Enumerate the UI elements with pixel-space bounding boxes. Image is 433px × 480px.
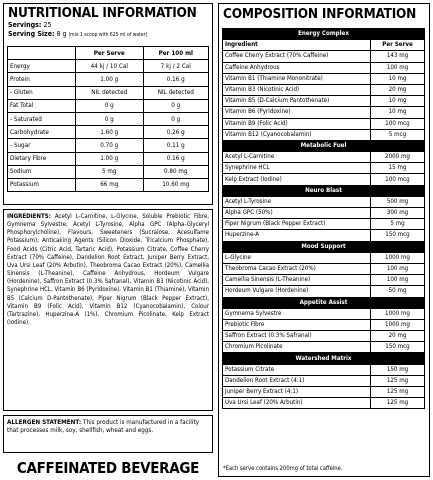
- allergen-text-block: [4, 416, 212, 436]
- ingredient-amount: 150 mg: [371, 364, 425, 375]
- composition-table: [222, 28, 425, 409]
- section-header-row: [223, 353, 425, 364]
- allergen-panel: [3, 415, 213, 453]
- nutrient-value: 0.80 mg: [143, 165, 208, 178]
- ingredient-amount: 20 mg: [371, 84, 425, 95]
- ingredient-amount: 125 mg: [371, 398, 425, 409]
- ingredient-amount: 50 mg: [371, 286, 425, 297]
- nutrient-value: 66 mg: [76, 178, 144, 191]
- serving-size-line: [4, 30, 212, 40]
- ingredient-name: Saffron Extract (0.3% Safranal): [223, 331, 371, 342]
- nutrition-header: [8, 47, 76, 60]
- nutrition-row: [8, 178, 209, 191]
- composition-row: [223, 152, 425, 163]
- composition-row: [223, 398, 425, 409]
- nutrition-title: NUTRITIONAL INFORMATION: [8, 5, 197, 21]
- caffeine-footnote: *Each serve contains 200mg of total caffeine.: [223, 466, 343, 472]
- nutrient-name: Fat Total: [8, 99, 76, 112]
- ingredients-text-block: [4, 210, 212, 327]
- ingredient-amount: 5 mcg: [371, 129, 425, 140]
- nutrition-row: [8, 60, 209, 73]
- composition-row: [223, 252, 425, 263]
- composition-row: [223, 51, 425, 62]
- ingredient-amount: 100 mcg: [371, 174, 425, 185]
- composition-row: [223, 107, 425, 118]
- ingredient-amount: 5 mg: [371, 219, 425, 230]
- ingredient-name: Alpha GPC (50%): [223, 208, 371, 219]
- ingredient-name: Kelp Extract (Iodine): [223, 174, 371, 185]
- nutrient-value: 0 g: [143, 99, 208, 112]
- section-header-row: [223, 297, 425, 308]
- ingredient-amount: 1000 mg: [371, 308, 425, 319]
- ingredient-amount: 20 mg: [371, 331, 425, 342]
- ingredients-list: Acetyl L-Carnitine, L-Glycine, Soluble Prebiotic Fibre, Gymnema Sylvestre, Acetyl L-Tyrosine, Alpha GPC (Alpha-Glyceryl Phosphorylcholine), Flavours, Sweeteners (Sucralose, Acesulfame Potassium), Anticaking Agents (Silicon Dioxide, Tricalcium Phosphate), Food Acids (Citric Acid, Tartaric Acid), Potassium Citrate, Coffee Cherry Extract (70% Caffeine), Dandelion Root Extract, Juniper Berry Extract, Uva Ursi Leaf (20% Arbutin), Theobroma Cacao Extract (20%), Camellia Sinensis (L-Theanine), Caffeine Anhydrous, Hordeum Vulgare (Hordenine), Saffron Extract (0.3% Safranal), Vitamin B3 (Nicotinic Acid), Synephrine HCL, Vitamin B6 (Pyridoxine), Vitamin B1 (Thiamine), Vitamin B5 (Calcium D-Pantothenate), Piper Nigrum (Black Pepper Extract), Vitamin B9 (Folic Acid), Vitamin B12 (Cyanocobalamin), Colour (Tartrazine), Huperzine-A (1%), Chromium Picolinate, Kelp Extract (Iodine).: [7, 213, 209, 327]
- nutrient-value: 1.00 g: [76, 73, 144, 86]
- nutrition-header-row: [8, 47, 209, 60]
- ingredient-amount: 125 mg: [371, 387, 425, 398]
- ingredient-amount: 150 mcg: [371, 342, 425, 353]
- allergen-label: ALLERGEN STATEMENT:: [7, 419, 82, 426]
- composition-panel: [218, 3, 430, 477]
- ingredient-amount: 500 mg: [371, 196, 425, 207]
- ingredient-name: Camellia Sinensis (L-Theanine): [223, 275, 371, 286]
- nutrient-value: 0 g: [76, 99, 144, 112]
- ingredient-name: Synephrine HCL: [223, 163, 371, 174]
- nutrition-row: [8, 112, 209, 125]
- section-name: Metabolic Fuel: [223, 140, 425, 151]
- composition-row: [223, 129, 425, 140]
- composition-row: [223, 286, 425, 297]
- composition-row: [223, 263, 425, 274]
- nutrient-value: 1.60 g: [76, 126, 144, 139]
- ingredient-name: Acetyl L-Carnitine: [223, 152, 371, 163]
- ingredient-amount: 125 mg: [371, 375, 425, 386]
- section-name: Neuro Blast: [223, 185, 425, 196]
- section-header-row: [223, 241, 425, 252]
- ingredient-name: Huperzine-A: [223, 230, 371, 241]
- ingredient-amount: 15 mg: [371, 163, 425, 174]
- ingredient-name: Prebiotic Fibre: [223, 319, 371, 330]
- composition-row: [223, 319, 425, 330]
- ingredient-amount: 10 mg: [371, 96, 425, 107]
- ingredient-amount: 10 mg: [371, 73, 425, 84]
- composition-row: [223, 118, 425, 129]
- ingredient-name: L-Glycine: [223, 252, 371, 263]
- nutrient-value: NIL detected: [143, 86, 208, 99]
- composition-row: [223, 196, 425, 207]
- ingredient-name: Hordeum Vulgare (Hordenine): [223, 286, 371, 297]
- ingredient-name: Acetyl L-Tyrosine: [223, 196, 371, 207]
- section-name: Watershed Matrix: [223, 353, 425, 364]
- nutrient-value: 0.16 g: [143, 73, 208, 86]
- nutrient-value: 0.70 g: [76, 139, 144, 152]
- left-panel: [3, 3, 213, 477]
- ingredients-label: INGREDIENTS:: [7, 213, 51, 220]
- nutrient-name: - Saturated: [8, 112, 76, 125]
- nutrient-value: 0.16 g: [143, 152, 208, 165]
- ingredient-amount: 100 mg: [371, 275, 425, 286]
- nutrient-name: Dietary Fibre: [8, 152, 76, 165]
- ingredient-name: Vitamin B1 (Thiamine Mononitrate): [223, 73, 371, 84]
- composition-row: [223, 387, 425, 398]
- ingredient-amount: 2000 mg: [371, 152, 425, 163]
- nutrient-value: NIL detected: [76, 86, 144, 99]
- section-name: Mood Support: [223, 241, 425, 252]
- product-type-title: CAFFEINATED BEVERAGE: [16, 459, 200, 477]
- serving-size-label: Serving Size:: [8, 30, 55, 38]
- ingredient-name: Juniper Berry Extract (4:1): [223, 387, 371, 398]
- composition-row: [223, 208, 425, 219]
- composition-title: COMPOSITION INFORMATION: [223, 6, 417, 22]
- nutrient-value: 0.11 g: [143, 139, 208, 152]
- ingredient-name: Dandelion Root Extract (4:1): [223, 375, 371, 386]
- composition-row: [223, 96, 425, 107]
- ingredient-name: Vitamin B5 (D-Calcium Pantothenate): [223, 96, 371, 107]
- ingredient-name: Vitamin B6 (Pyridoxine): [223, 107, 371, 118]
- nutrient-value: 0 g: [143, 112, 208, 125]
- composition-row: [223, 219, 425, 230]
- composition-row: [223, 174, 425, 185]
- servings-value: 25: [43, 21, 52, 29]
- nutrition-row: [8, 99, 209, 112]
- composition-row: [223, 230, 425, 241]
- ingredients-panel: [3, 209, 213, 411]
- ingredient-name: Gymnema Sylvestre: [223, 308, 371, 319]
- servings-line: [4, 21, 212, 30]
- ingredient-amount: 150 mcg: [371, 230, 425, 241]
- nutrition-panel: [3, 3, 213, 205]
- nutrition-header: Per 100 ml: [143, 47, 208, 60]
- nutrient-value: 0 g: [76, 112, 144, 125]
- composition-row: [223, 275, 425, 286]
- nutrient-name: Protein: [8, 73, 76, 86]
- composition-row: [223, 364, 425, 375]
- section-name: Appetite Assist: [223, 297, 425, 308]
- servings-label: Servings:: [8, 21, 42, 29]
- composition-header-row: [223, 40, 425, 51]
- nutrient-name: - Gluten: [8, 86, 76, 99]
- ingredient-amount: 100 mg: [371, 263, 425, 274]
- composition-header: Per Serve: [371, 40, 425, 51]
- nutrient-name: Potassium: [8, 178, 76, 191]
- nutrition-header: Per Serve: [76, 47, 144, 60]
- nutrient-value: 0.26 g: [143, 126, 208, 139]
- ingredient-name: Piper Nigrum (Black Pepper Extract): [223, 219, 371, 230]
- nutrition-row: [8, 73, 209, 86]
- ingredient-name: Vitamin B12 (Cyanocobalamin): [223, 129, 371, 140]
- nutrient-name: Energy: [8, 60, 76, 73]
- section-header-row: [223, 185, 425, 196]
- ingredient-name: Chromium Picolinate: [223, 342, 371, 353]
- nutrient-value: 5 mg: [76, 165, 144, 178]
- ingredient-name: Potassium Citrate: [223, 364, 371, 375]
- ingredient-name: Uva Ursi Leaf (20% Arbutin): [223, 398, 371, 409]
- ingredient-amount: 100 mcg: [371, 118, 425, 129]
- ingredient-amount: 143 mg: [371, 51, 425, 62]
- composition-row: [223, 62, 425, 73]
- nutrient-value: 44 kj / 10 Cal: [76, 60, 144, 73]
- composition-row: [223, 84, 425, 95]
- composition-row: [223, 331, 425, 342]
- nutrition-table: [7, 46, 209, 192]
- nutrient-name: - Sugar: [8, 139, 76, 152]
- serving-size-value: 8 g: [56, 30, 67, 38]
- composition-header: Ingredient: [223, 40, 371, 51]
- section-header-row: [223, 140, 425, 151]
- ingredient-name: Theobroma Cacao Extract (20%): [223, 263, 371, 274]
- composition-row: [223, 163, 425, 174]
- composition-row: [223, 375, 425, 386]
- nutrient-name: Carbohydrate: [8, 126, 76, 139]
- nutrition-row: [8, 126, 209, 139]
- nutrition-row: [8, 152, 209, 165]
- ingredient-amount: 300 mg: [371, 208, 425, 219]
- ingredient-amount: 100 mg: [371, 62, 425, 73]
- ingredient-name: Coffee Cherry Extract (70% Caffeine): [223, 51, 371, 62]
- allergen-statement: This product is manufactured in a facility that processes milk, soy, shellfish, wheat and eggs.: [7, 419, 200, 435]
- composition-row: [223, 342, 425, 353]
- composition-row: [223, 73, 425, 84]
- ingredient-amount: 10 mg: [371, 107, 425, 118]
- nutrition-row: [8, 165, 209, 178]
- nutrient-value: 10.60 mg: [143, 178, 208, 191]
- section-name: Energy Complex: [223, 29, 425, 40]
- ingredient-amount: 1000 mg: [371, 252, 425, 263]
- nutrient-value: 7 kj / 2 Cal: [143, 60, 208, 73]
- nutrition-row: [8, 86, 209, 99]
- nutrition-row: [8, 139, 209, 152]
- serving-size-note: (mix 1 scoop with 625 ml of water): [68, 32, 148, 38]
- ingredient-amount: 1000 mg: [371, 319, 425, 330]
- ingredient-name: Vitamin B9 (Folic Acid): [223, 118, 371, 129]
- nutrient-name: Sodium: [8, 165, 76, 178]
- ingredient-name: Vitamin B3 (Nicotinic Acid): [223, 84, 371, 95]
- composition-row: [223, 308, 425, 319]
- section-header-row: [223, 29, 425, 40]
- nutrient-value: 1.00 g: [76, 152, 144, 165]
- ingredient-name: Caffeine Anhydrous: [223, 62, 371, 73]
